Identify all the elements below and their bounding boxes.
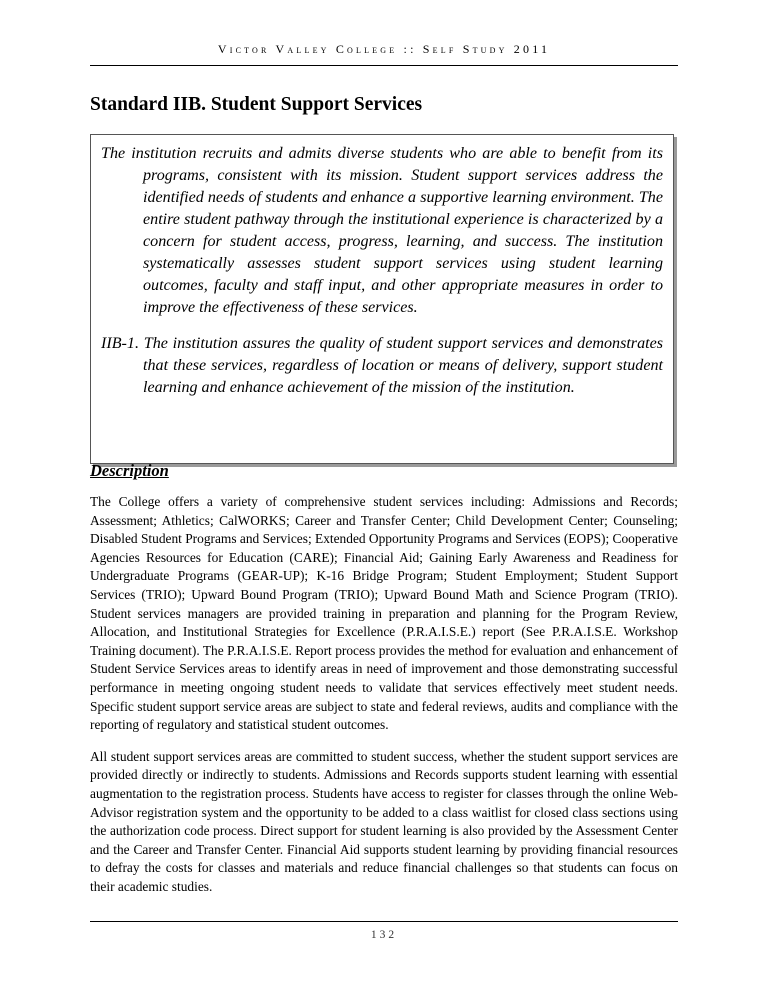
page-number: 132: [370, 929, 398, 941]
section-title: Standard IIB. Student Support Services: [90, 94, 423, 115]
standard-intro-text: The institution recruits and admits diverse students who are able to benefit from its programs, consistent with its mission. Student support services address the identified needs of students and enhance a supportive learning environment. The entire student pathway through the institutional experience is characterized by a concern for student access, progress, learning, and success. The institution systematically assesses student support services using student learning outcomes, faculty and staff input, and other appropriate measures in order to improve the effectiveness of these services.: [101, 145, 663, 316]
header-rule: [90, 65, 678, 66]
running-header: Victor Valley College :: Self Study 2011: [217, 42, 551, 56]
description-body: [90, 493, 678, 896]
description-paragraph: All student support services areas are committed to student success, whether the student support services are provided directly or indirectly to students. Admissions and Records supports student learning with essential augmentation to the registration process. Students have access to register for classes through the online Web-Advisor registration system and the opportunity to be added to a class waitlist for closed class sections using the authorization code process. Direct support for student learning is also provided by the Assessment Center and the Career and Transfer Center. Financial Aid supports student learning by providing financial resources to defray the costs for classes and materials and reduce financial challenges so that students can focus on their academic studies.: [90, 748, 678, 894]
description-paragraph: The College offers a variety of comprehensive student services including: Admissions and Records; Assessment; Athletics; CalWORKS; Career and Transfer Center; Child Development Center; Counseling; Disabled Student Programs and Services; Extended Opportunity Programs and Services (EOPS); Cooperative Agencies Resources for Education (CARE); Financial Aid; Gaining Early Awareness and Readiness for Undergraduate Programs (GEAR-UP); K-16 Bridge Program; Student Employment; Student Support Services (TRIO); Upward Bound Program (TRIO); Upward Bound Math and Science Program (TRIO). Student services managers are provided training in preparation and planning for the Program Review, Allocation, and Institutional Strategies for Excellence (P.R.A.I.S.E.) report (See P.R.A.I.S.E. Workshop Training document). The P.R.A.I.S.E. Report process provides the method for evaluation and enhancement of Student Service Services areas to identify areas in need of improvement and those demonstrating successful performance in meeting ongoing student needs to validate that services effectively meet student needs. Specific student support service areas are subject to state and federal reviews, audits and compliance with the reporting of regulatory and statistical student outcomes.: [90, 494, 678, 733]
description-heading: Description: [90, 461, 169, 480]
standard-box: [90, 134, 674, 464]
standard-iib1-text: IIB-1. The institution assures the quality of student support services and demonstrates that these services, regardless of location or means of delivery, support student learning and enhance achievement of the mission of the institution.: [101, 335, 663, 396]
footer-rule: [90, 921, 678, 922]
